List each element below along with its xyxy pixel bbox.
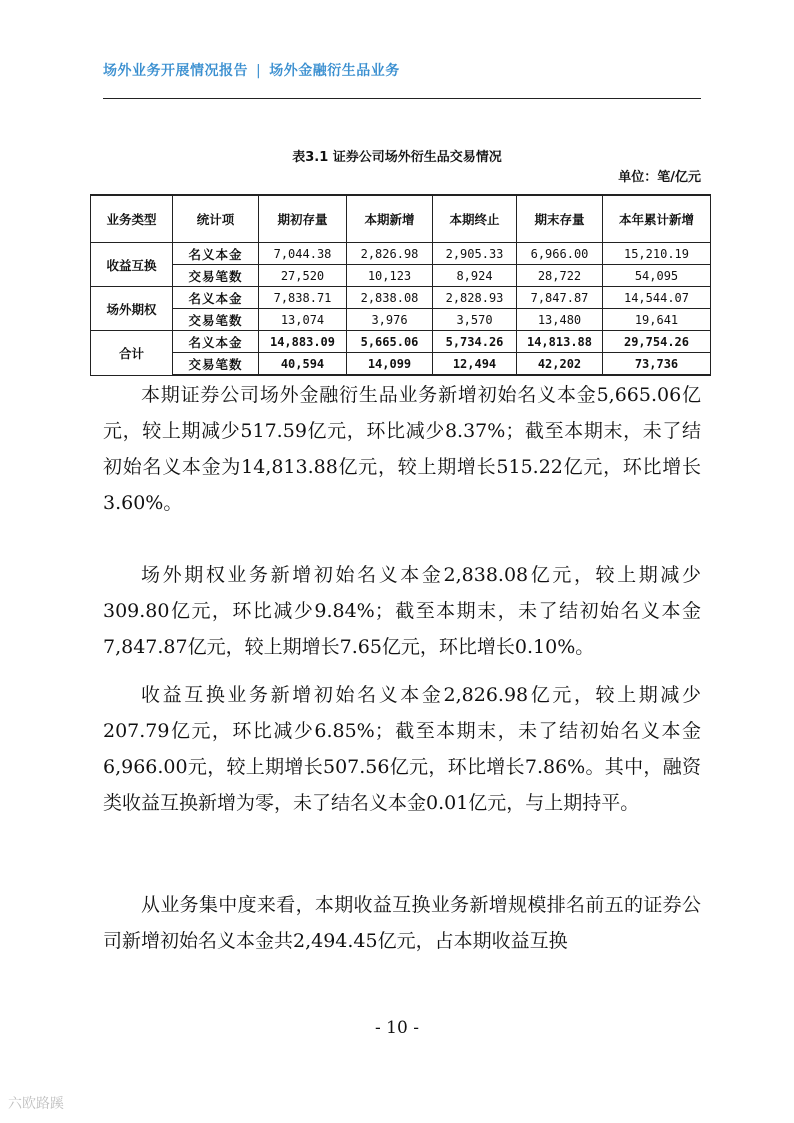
- column-header: 期末存量: [517, 195, 603, 243]
- paragraph-swaps: [103, 677, 701, 821]
- value-cell: 15,210.19: [603, 243, 711, 265]
- value-cell: 2,826.98: [347, 243, 433, 265]
- item-cell: 交易笔数: [173, 265, 259, 287]
- value-cell: 12,494: [433, 353, 517, 376]
- value-cell: 8,924: [433, 265, 517, 287]
- column-header: 本期终止: [433, 195, 517, 243]
- table-row-total: [91, 353, 711, 376]
- table-row: [91, 265, 711, 287]
- value-cell: 27,520: [259, 265, 347, 287]
- category-cell: 场外期权: [91, 287, 173, 331]
- column-header: 期初存量: [259, 195, 347, 243]
- table-caption: 表3.1 证券公司场外衍生品交易情况: [292, 150, 502, 165]
- value-cell: 73,736: [603, 353, 711, 376]
- item-cell: 名义本金: [173, 287, 259, 309]
- table-row: [91, 287, 711, 309]
- value-cell: 14,544.07: [603, 287, 711, 309]
- paragraph: 从业务集中度来看，本期收益互换业务新增规模排名前五的证券公司新增初始名义本金共2,494.45亿元，占本期收益互换: [103, 894, 701, 952]
- value-cell: 19,641: [603, 309, 711, 331]
- value-cell: 42,202: [517, 353, 603, 376]
- paragraph-concentration: [103, 887, 701, 959]
- paragraph: 收益互换业务新增初始名义本金2,826.98亿元，较上期减少207.79亿元，环比减少6.85%；截至本期末，未了结初始名义本金6,966.00元，较上期增长507.56亿元，环比增长7.86%。其中，融资类收益互换新增为零，未了结名义本金0.01亿元，与上期持平。: [103, 684, 701, 814]
- otc-derivatives-table: [90, 194, 711, 376]
- value-cell: 10,123: [347, 265, 433, 287]
- table-header-row: [91, 195, 711, 243]
- value-cell: 13,480: [517, 309, 603, 331]
- item-cell: 交易笔数: [173, 309, 259, 331]
- value-cell: 6,966.00: [517, 243, 603, 265]
- header-separator: |: [256, 63, 262, 79]
- table-row-total: [91, 331, 711, 353]
- item-cell: 名义本金: [173, 243, 259, 265]
- value-cell: 14,813.88: [517, 331, 603, 353]
- column-header: 本年累计新增: [603, 195, 711, 243]
- paragraph-options: [103, 557, 701, 665]
- header-section-title: 场外金融衍生品业务: [269, 63, 400, 79]
- report-header: [103, 60, 701, 80]
- category-cell: 合计: [91, 331, 173, 376]
- item-cell: 交易笔数: [173, 353, 259, 376]
- value-cell: 3,976: [347, 309, 433, 331]
- header-report-title: 场外业务开展情况报告: [103, 63, 248, 79]
- page-number: - 10 -: [375, 1018, 419, 1038]
- value-cell: 2,838.08: [347, 287, 433, 309]
- column-header: 业务类型: [91, 195, 173, 243]
- value-cell: 13,074: [259, 309, 347, 331]
- table-unit: 单位：笔/亿元: [618, 170, 701, 185]
- value-cell: 29,754.26: [603, 331, 711, 353]
- value-cell: 3,570: [433, 309, 517, 331]
- paragraph: 场外期权业务新增初始名义本金2,838.08亿元，较上期减少309.80亿元，环比减少9.84%；截至本期末，未了结初始名义本金7,847.87亿元，较上期增长7.65亿元，环比增长0.10%。: [103, 564, 701, 658]
- value-cell: 7,847.87: [517, 287, 603, 309]
- header-divider: [103, 98, 701, 99]
- value-cell: 7,044.38: [259, 243, 347, 265]
- category-cell: 收益互换: [91, 243, 173, 287]
- value-cell: 5,734.26: [433, 331, 517, 353]
- paragraph-summary: [103, 377, 701, 521]
- item-cell: 名义本金: [173, 331, 259, 353]
- value-cell: 14,099: [347, 353, 433, 376]
- value-cell: 28,722: [517, 265, 603, 287]
- column-header: 本期新增: [347, 195, 433, 243]
- paragraph: 本期证券公司场外金融衍生品业务新增初始名义本金5,665.06亿元，较上期减少517.59亿元，环比减少8.37%；截至本期末，未了结初始名义本金为14,813.88亿元，较上期增长515.22亿元，环比增长3.60%。: [103, 384, 701, 514]
- value-cell: 54,095: [603, 265, 711, 287]
- table-row: [91, 243, 711, 265]
- value-cell: 40,594: [259, 353, 347, 376]
- table-row: [91, 309, 711, 331]
- column-header: 统计项: [173, 195, 259, 243]
- value-cell: 14,883.09: [259, 331, 347, 353]
- value-cell: 2,828.93: [433, 287, 517, 309]
- value-cell: 7,838.71: [259, 287, 347, 309]
- value-cell: 5,665.06: [347, 331, 433, 353]
- watermark-logo: 六欧路蹊: [8, 1096, 64, 1112]
- value-cell: 2,905.33: [433, 243, 517, 265]
